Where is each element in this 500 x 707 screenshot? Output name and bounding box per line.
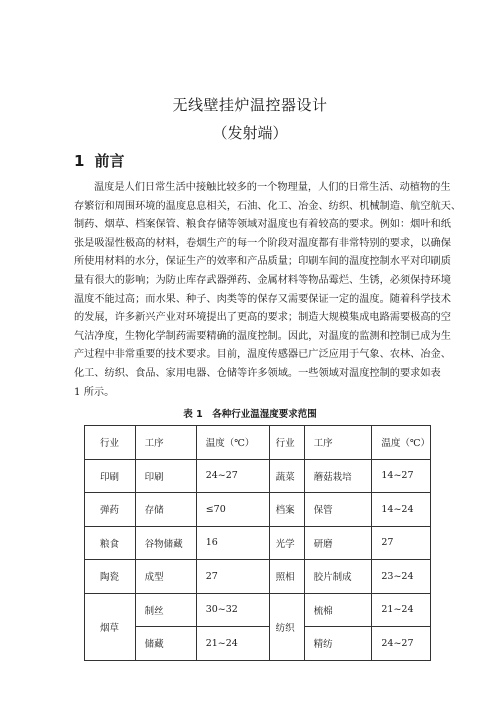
table-cell: 蘑菇栽培 [304,459,372,493]
table-cell: 精纺 [304,627,372,661]
table-cell: 制丝 [135,593,196,627]
table-header-row [85,426,431,460]
table-cell: 胶片制成 [304,560,372,594]
table-cell: 纺织 [269,593,304,660]
table-cell: 保管 [304,493,372,527]
table-header-cell: 工序 [304,426,372,460]
paragraph-line: 气洁净度，生物化学制药需要精确的温度控制。因此，对温度的监测和控制已成为生 [74,330,451,342]
table-cell: 蔬菜 [269,459,304,493]
section-heading [74,150,124,171]
table-cell: 光学 [269,526,304,560]
paragraph-line: 制药、烟草、档案保管、粮食存储等领域对温度也有着较高的要求。例如：烟叶和纸 [74,219,451,231]
table-cell: 烟草 [85,593,136,660]
table-cell: 储藏 [135,627,196,661]
table-cell: 弹药 [85,493,136,527]
table-cell: 24~27 [196,459,269,493]
table-row [85,493,431,527]
table-cell: 14~27 [372,459,431,493]
table-row [85,560,431,594]
table-cell: 成型 [135,560,196,594]
table-cell: 梳棉 [304,593,372,627]
table-cell: 研磨 [304,526,372,560]
table-cell: 印刷 [85,459,136,493]
section-number: 1 [74,152,85,170]
table-cell: 21~24 [372,593,431,627]
paragraph-line: 张是吸湿性极高的材料，卷烟生产的每一个阶段对温度都有非常特别的要求，以确保 [74,237,451,249]
table-cell: 30~32 [196,593,269,627]
table-row [85,526,431,560]
temperature-requirements-table [84,425,431,661]
table-header-cell: 温度（℃） [372,426,431,460]
table-header-cell: 行业 [85,426,136,460]
table-header-cell: 工序 [135,426,196,460]
table-row [85,593,431,627]
document-title: 无线壁挂炉温控器设计 [172,96,328,114]
table-header-cell: 行业 [269,426,304,460]
table-cell: 陶瓷 [85,560,136,594]
table-cell: 存储 [135,493,196,527]
table-cell: 21~24 [196,627,269,661]
table-cell: 印刷 [135,459,196,493]
paragraph-line: 温度是人们日常生活中接触比较多的一个物理量，人们的日常生活、动植物的生 [94,182,451,193]
table-cell: 27 [196,560,269,594]
paragraph-line: 化工、纺织、食品、家用电器、仓储等许多领域。一些领域对温度控制的要求如表 [74,367,441,379]
table-header-cell: 温度（℃） [196,426,269,460]
paragraph-line: 温度不能过高；而水果、种子、肉类等的保存又需要保证一定的温度。随着科学技术 [74,293,451,305]
table-row [85,627,431,661]
table-cell: 16 [196,526,269,560]
section-title: 前言 [94,152,125,170]
table-cell: 谷物储藏 [135,526,196,560]
intro-paragraph [74,179,462,402]
table-cell: 14~24 [372,493,431,527]
paragraph-line: 1 所示。 [74,386,115,398]
paragraph-line: 产过程中非常重要的技术要求。目前，温度传感器已广泛应用于气象、农林、冶金、 [74,349,451,361]
table-cell: 27 [372,526,431,560]
paragraph-line: 的发展，许多新兴产业对环境提出了更高的要求；制造大规模集成电路需要极高的空 [74,312,451,324]
document-subtitle: （发射端） [212,124,288,142]
table-cell: 24~27 [372,627,431,661]
table-cell: 照相 [269,560,304,594]
paragraph-line: 所使用材料的水分，保证生产的效率和产品质量；印刷车间的温度控制水平对印刷质 [74,256,451,268]
table-cell: ≤70 [196,493,269,527]
table-row [85,459,431,493]
table-cell: 23~24 [372,560,431,594]
table-caption: 表 1 各种行业温湿度要求范围 [183,409,317,420]
paragraph-line: 量有很大的影响；为防止库存武器弹药、金属材料等物品霉烂、生锈，必须保持环境 [74,274,451,286]
table-cell: 粮食 [85,526,136,560]
paragraph-line: 存繁衍和周围环境的温度息息相关，石油、化工、冶金、纺织、机械制造、航空航天、 [74,200,462,212]
table-cell: 档案 [269,493,304,527]
